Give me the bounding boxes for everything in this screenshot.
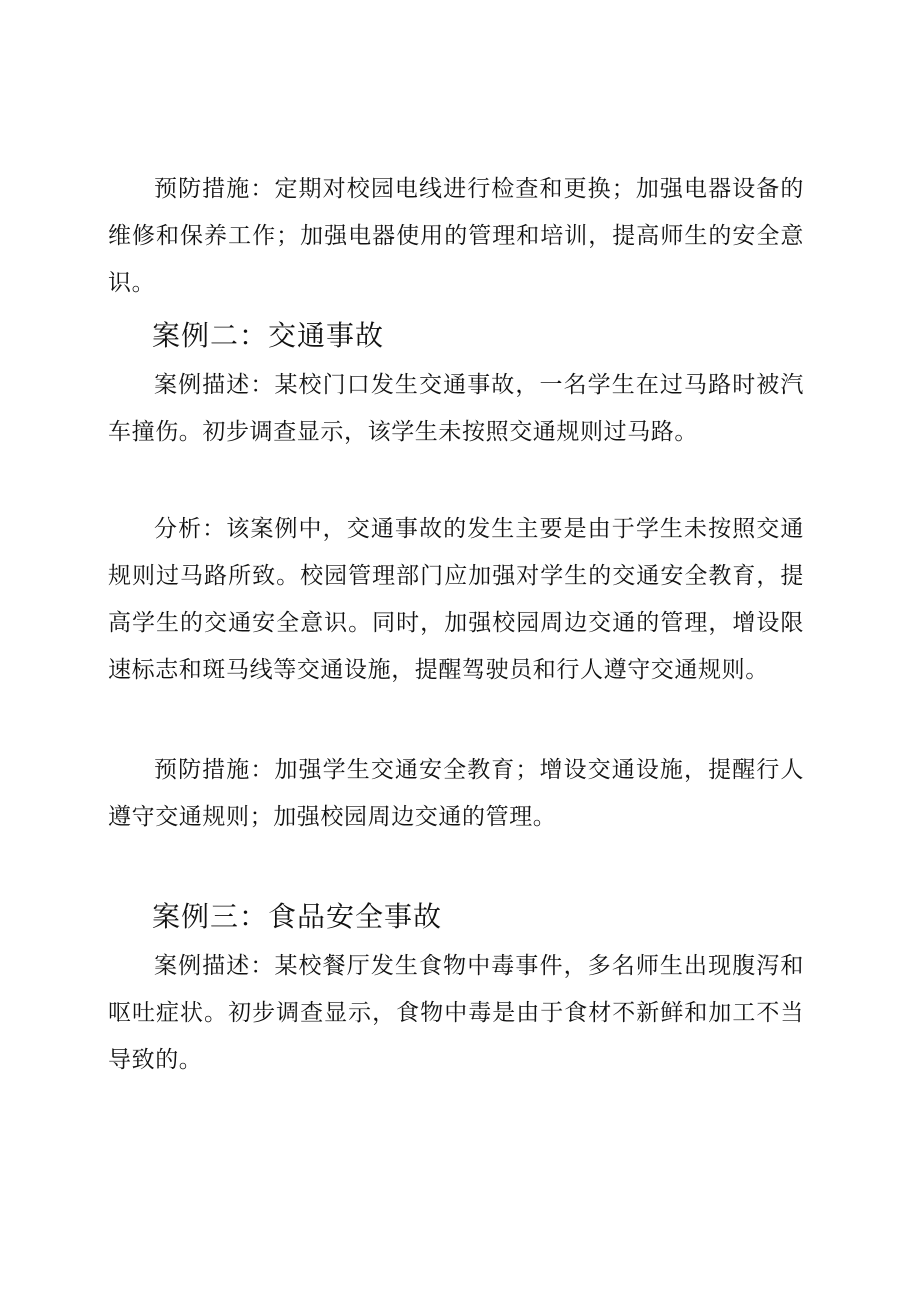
prevention-measures-paragraph-1: 预防措施：定期对校园电线进行检查和更换；加强电器设备的维修和保养工作；加强电器使用的管理和培训，提高师生的安全意识。: [108, 176, 804, 296]
case-2-description-paragraph: 案例描述：某校门口发生交通事故，一名学生在过马路时被汽车撞伤。初步调查显示，该学生未按照交通规则过马路。: [108, 372, 804, 445]
case-3-description-paragraph: 案例描述：某校餐厅发生食物中毒事件，多名师生出现腹泻和呕吐症状。初步调查显示，食物中毒是由于食材不新鲜和加工不当导致的。: [108, 953, 804, 1073]
case-3-heading: 案例三：食品安全事故: [152, 900, 443, 933]
prevention-measures-paragraph-2: 预防措施：加强学生交通安全教育；增设交通设施，提醒行人遵守交通规则；加强校园周边交通的管理。: [108, 757, 804, 830]
case-2-analysis-paragraph: 分析：该案例中，交通事故的发生主要是由于学生未按照交通规则过马路所致。校园管理部门应加强对学生的交通安全教育，提高学生的交通安全意识。同时，加强校园周边交通的管理，增设限速标志和斑马线等交通设施，提醒驾驶员和行人遵守交通规则。: [108, 516, 804, 683]
case-2-heading: 案例二：交通事故: [152, 319, 385, 352]
